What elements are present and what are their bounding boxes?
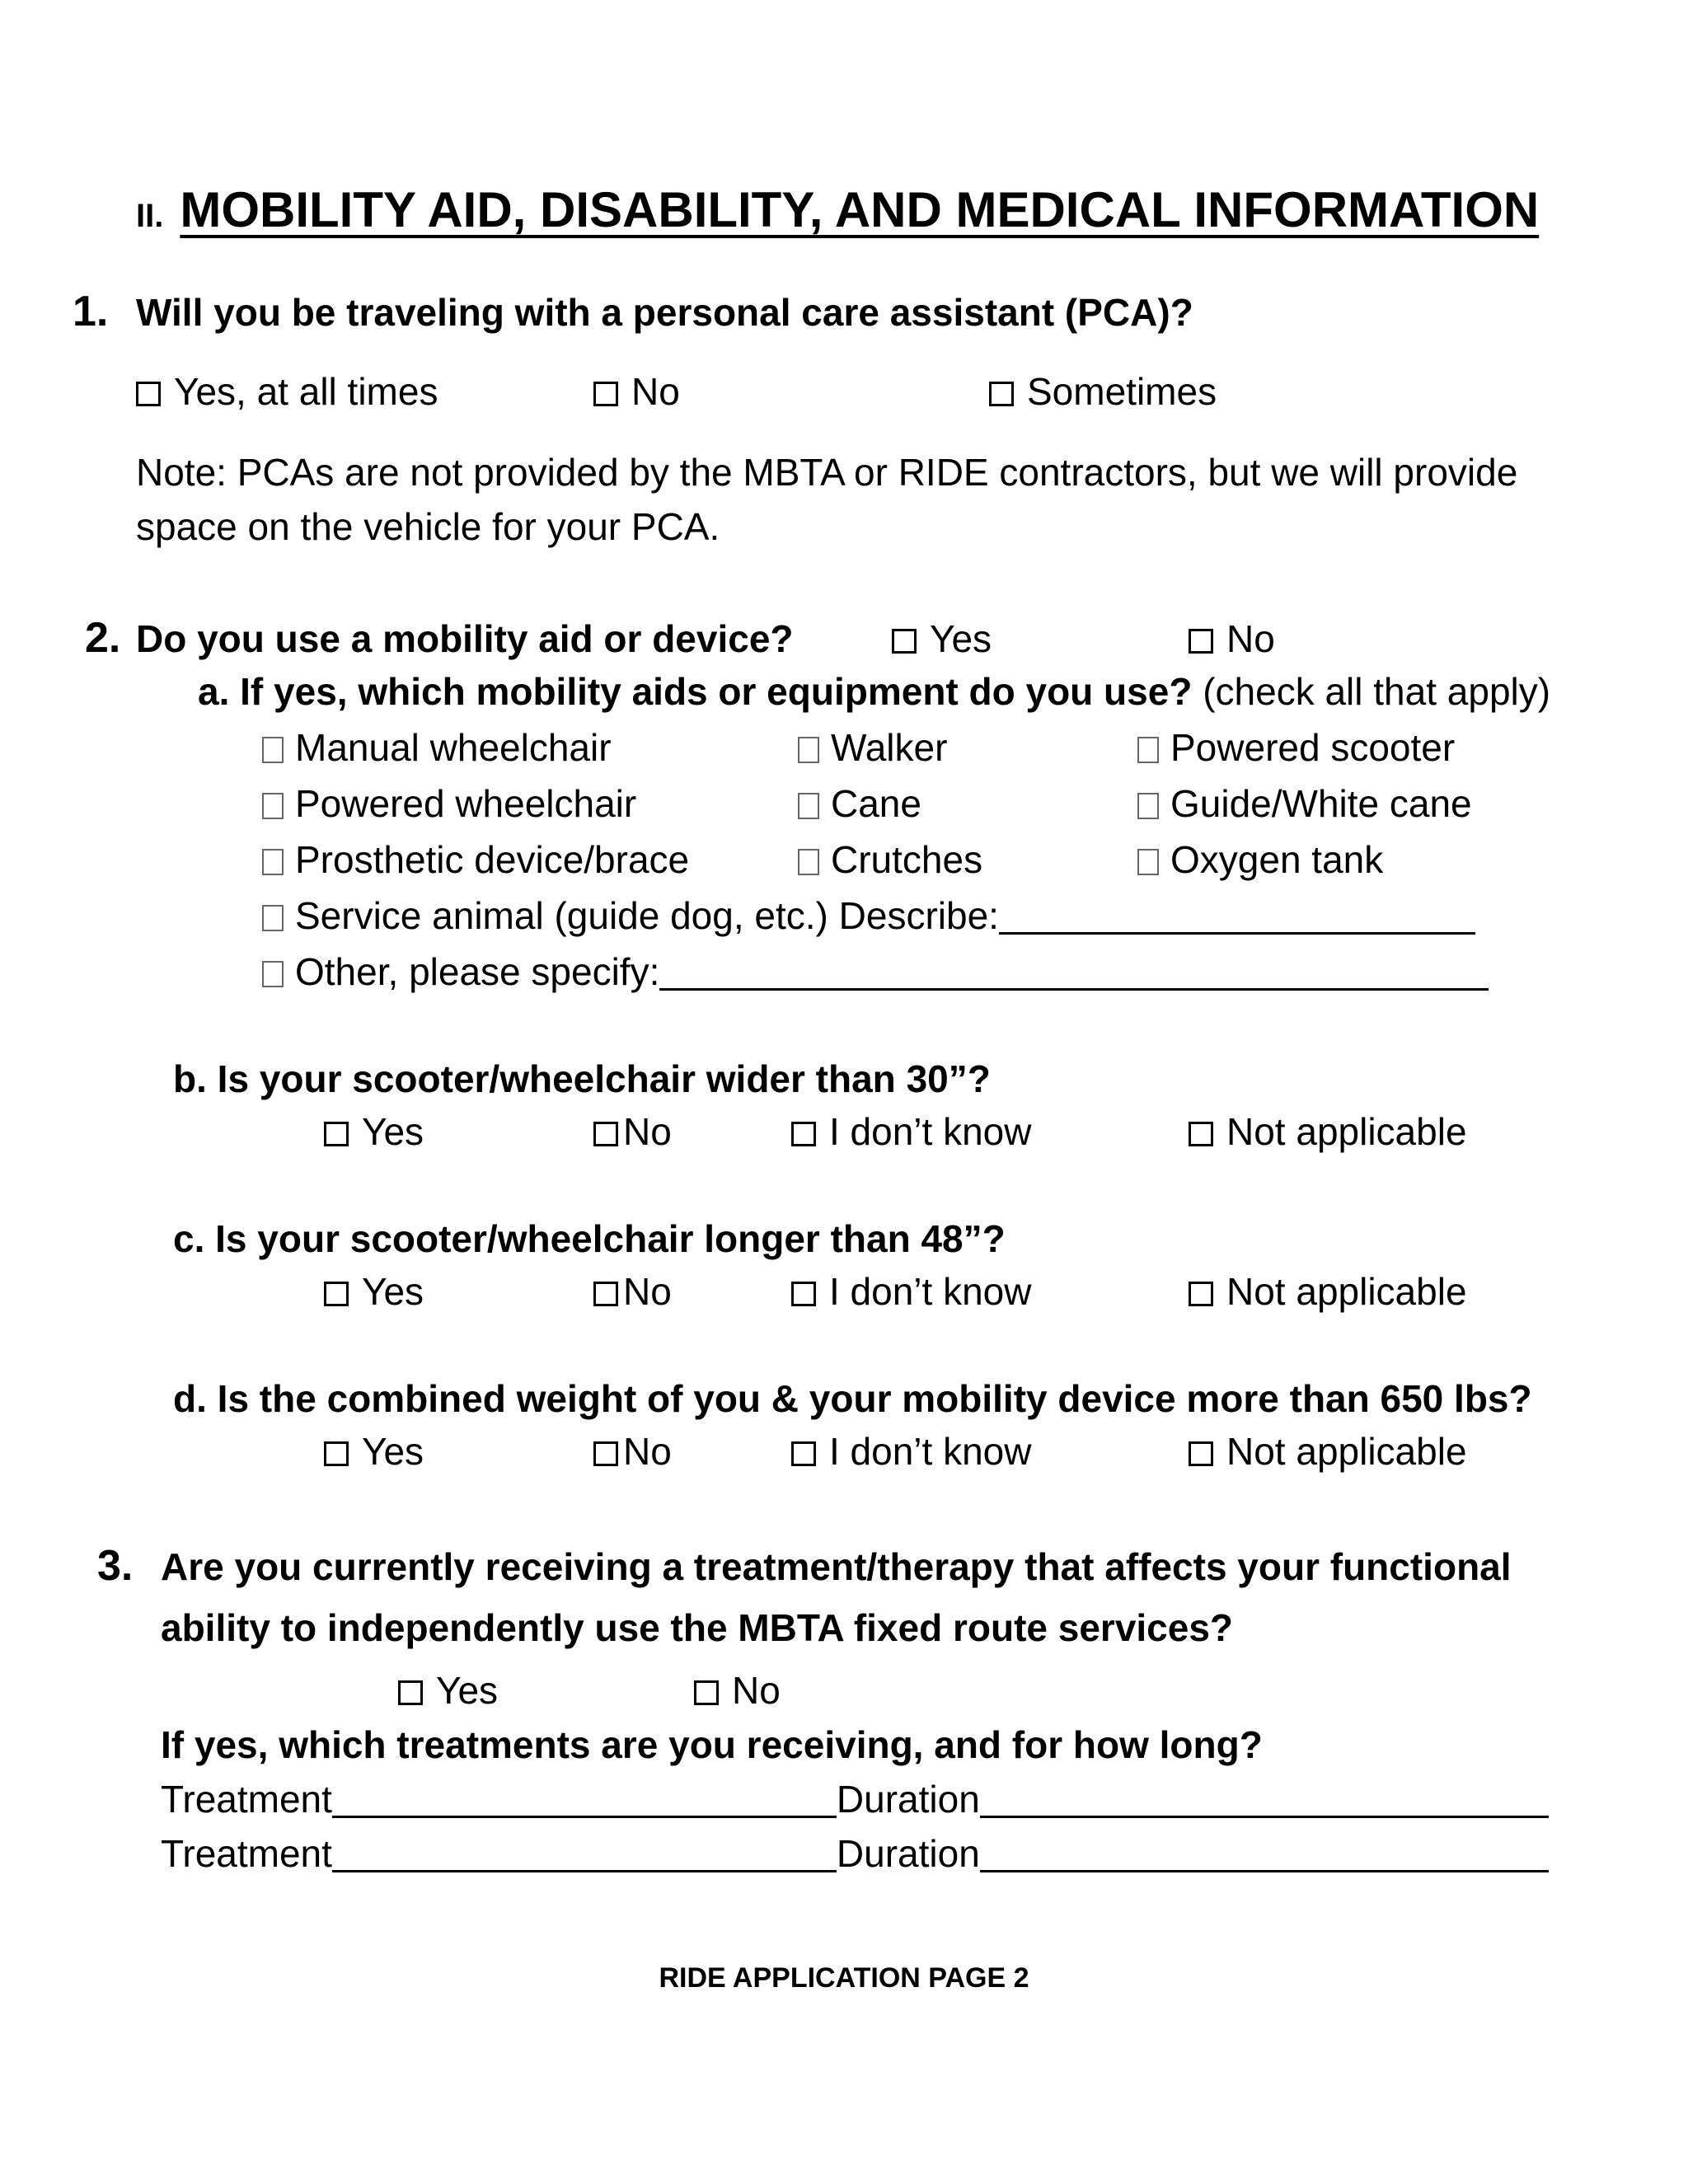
q1-option-sometimes[interactable]: Sometimes <box>989 373 1217 410</box>
checkbox[interactable] <box>798 793 819 819</box>
treatment-field[interactable] <box>332 1837 837 1872</box>
q2c-option-dont-know[interactable]: I don’t know <box>791 1272 1031 1310</box>
q1-number: 1. <box>73 288 109 335</box>
q2d-option-yes[interactable]: Yes <box>324 1432 424 1470</box>
checkbox[interactable] <box>1137 793 1159 819</box>
q1-option-yes-all-times[interactable]: Yes, at all times <box>136 373 438 410</box>
checkbox[interactable] <box>1189 1282 1213 1306</box>
aid-powered-scooter[interactable]: Powered scooter <box>1137 729 1455 766</box>
q2b-option-no[interactable]: No <box>593 1113 672 1151</box>
service-animal-describe-field[interactable] <box>999 899 1475 935</box>
checkbox[interactable] <box>324 1441 349 1466</box>
q2d-question: d. Is the combined weight of you & your mobility device more than 650 lbs? <box>173 1377 1532 1420</box>
checkbox[interactable] <box>262 793 284 819</box>
checkbox[interactable] <box>398 1680 423 1705</box>
checkbox[interactable] <box>791 1441 816 1466</box>
aid-crutches[interactable]: Crutches <box>798 841 982 879</box>
page-footer: RIDE APPLICATION PAGE 2 <box>659 1962 1029 1994</box>
checkbox[interactable] <box>791 1282 816 1306</box>
q2b-option-not-applicable[interactable]: Not applicable <box>1189 1113 1467 1151</box>
q2-number: 2. <box>85 614 121 662</box>
checkbox[interactable] <box>262 961 284 987</box>
checkbox[interactable] <box>593 382 618 406</box>
checkbox[interactable] <box>1189 1441 1213 1466</box>
checkbox[interactable] <box>1189 629 1213 654</box>
aid-cane[interactable]: Cane <box>798 785 921 823</box>
aid-oxygen-tank[interactable]: Oxygen tank <box>1137 841 1383 879</box>
treatment-field[interactable] <box>332 1783 837 1818</box>
q2-question: Do you use a mobility aid or device? <box>136 617 794 660</box>
q2a-hint: (check all that apply) <box>1203 670 1551 713</box>
checkbox[interactable] <box>694 1680 719 1705</box>
duration-field[interactable] <box>980 1837 1549 1872</box>
q2c-option-not-applicable[interactable]: Not applicable <box>1189 1272 1467 1310</box>
q1-note-line-2: space on the vehicle for your PCA. <box>136 505 720 548</box>
q2d-option-dont-know[interactable]: I don’t know <box>791 1432 1031 1470</box>
aid-powered-wheelchair[interactable]: Powered wheelchair <box>262 785 636 823</box>
section-roman-numeral: II. <box>136 198 164 234</box>
q2b-option-dont-know[interactable]: I don’t know <box>791 1113 1031 1151</box>
aid-prosthetic-device-brace[interactable]: Prosthetic device/brace <box>262 841 689 879</box>
treatment-row-1: Treatment Duration <box>161 1780 1549 1818</box>
q2d-option-not-applicable[interactable]: Not applicable <box>1189 1432 1467 1470</box>
checkbox[interactable] <box>593 1282 618 1306</box>
checkbox[interactable] <box>262 905 284 931</box>
aid-walker[interactable]: Walker <box>798 729 947 766</box>
aid-manual-wheelchair[interactable]: Manual wheelchair <box>262 729 612 766</box>
q2b-question: b. Is your scooter/wheelchair wider than 30”? <box>173 1057 991 1100</box>
q2c-option-yes[interactable]: Yes <box>324 1272 424 1310</box>
section-heading <box>136 182 1540 237</box>
q1-option-no[interactable]: No <box>593 373 680 410</box>
section-title: MOBILITY AID, DISABILITY, AND MEDICAL INFORMATION <box>180 182 1540 237</box>
checkbox[interactable] <box>798 849 819 875</box>
checkbox[interactable] <box>1137 849 1159 875</box>
q2-option-no[interactable]: No <box>1189 620 1275 658</box>
aid-other[interactable]: Other, please specify: <box>262 953 1489 991</box>
treatment-row-2: Treatment Duration <box>161 1835 1549 1872</box>
q2c-option-no[interactable]: No <box>593 1272 672 1310</box>
q3-question-line-2: ability to independently use the MBTA fixed route services? <box>161 1606 1234 1649</box>
checkbox[interactable] <box>1189 1122 1213 1146</box>
q2c-question: c. Is your scooter/wheelchair longer than 48”? <box>173 1217 1006 1260</box>
q2a-question-line <box>198 670 1551 713</box>
q2b-option-yes[interactable]: Yes <box>324 1113 424 1151</box>
checkbox[interactable] <box>262 737 284 763</box>
checkbox[interactable] <box>1137 737 1159 763</box>
checkbox[interactable] <box>136 382 161 406</box>
aid-service-animal[interactable]: Service animal (guide dog, etc.) Describe: <box>262 897 1475 935</box>
q3-followup: If yes, which treatments are you receiving, and for how long? <box>161 1723 1263 1766</box>
checkbox[interactable] <box>892 629 917 654</box>
checkbox[interactable] <box>791 1122 816 1146</box>
checkbox[interactable] <box>989 382 1014 406</box>
q1-question: Will you be traveling with a personal care assistant (PCA)? <box>136 291 1193 334</box>
checkbox[interactable] <box>593 1441 618 1466</box>
checkbox[interactable] <box>593 1122 618 1146</box>
other-specify-field[interactable] <box>659 955 1489 991</box>
q3-option-yes[interactable]: Yes <box>398 1671 498 1709</box>
checkbox[interactable] <box>798 737 819 763</box>
q3-number: 3. <box>97 1542 134 1590</box>
checkbox[interactable] <box>324 1282 349 1306</box>
q3-option-no[interactable]: No <box>694 1671 781 1709</box>
q3-question-line-1: Are you currently receiving a treatment/therapy that affects your functional <box>161 1545 1512 1588</box>
aid-guide-white-cane[interactable]: Guide/White cane <box>1137 785 1472 823</box>
q2a-question: a. If yes, which mobility aids or equipment do you use? <box>198 670 1193 713</box>
checkbox[interactable] <box>324 1122 349 1146</box>
checkbox[interactable] <box>262 849 284 875</box>
duration-field[interactable] <box>980 1783 1549 1818</box>
q2-option-yes[interactable]: Yes <box>892 620 992 658</box>
q1-note-line-1: Note: PCAs are not provided by the MBTA or RIDE contractors, but we will provide <box>136 451 1518 494</box>
q2d-option-no[interactable]: No <box>593 1432 672 1470</box>
